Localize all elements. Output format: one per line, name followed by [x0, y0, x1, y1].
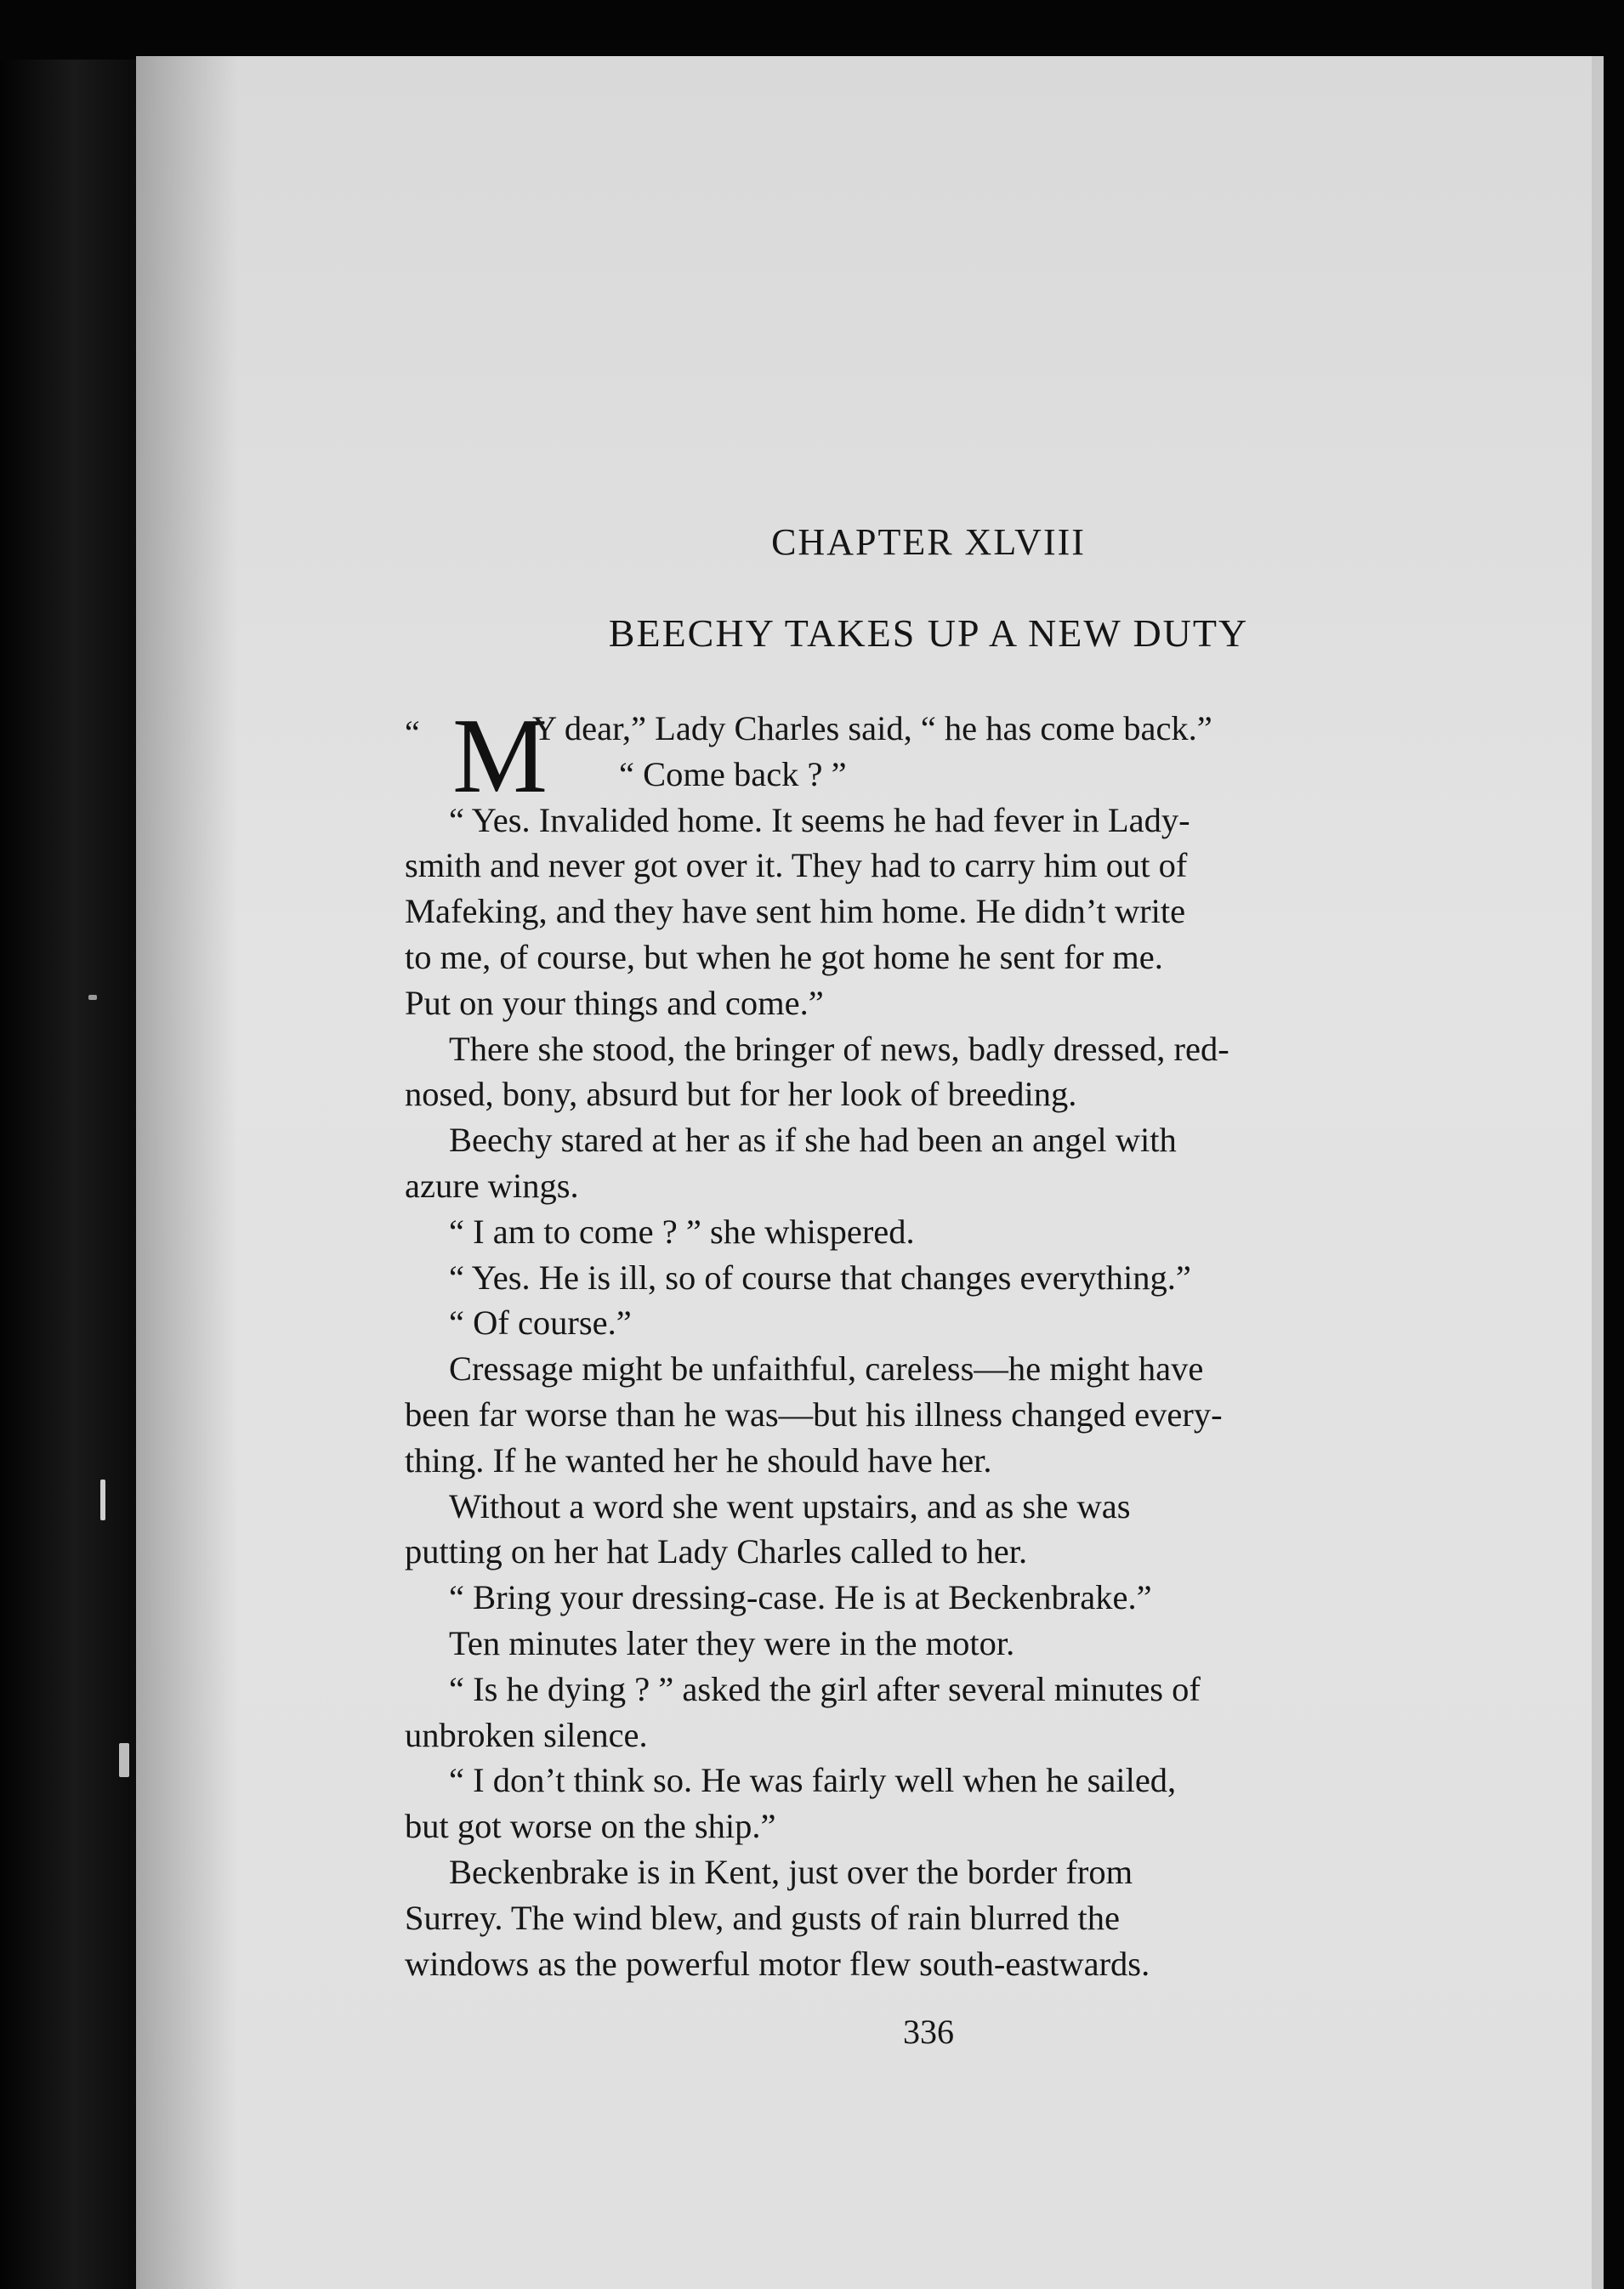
- text-line: Without a word she went upstairs, and as she was: [449, 1486, 1131, 1525]
- text-line: smith and never got over it. They had to carry him out of: [405, 846, 1188, 885]
- text-line: Y dear,” Lady Charles said, “ he has come back.”: [532, 709, 1212, 747]
- text-line: unbroken silence.: [405, 1715, 648, 1754]
- top-scan-border: [0, 0, 1624, 60]
- text-line: Beechy stared at her as if she had been an angel with: [449, 1121, 1177, 1160]
- text-line: “ Is he dying ? ” asked the girl after several minutes of: [449, 1669, 1201, 1708]
- text-line: thing. If he wanted her he should have her.: [405, 1440, 992, 1480]
- text-line: azure wings.: [405, 1166, 579, 1205]
- text-line: “ Yes. Invalided home. It seems he had fever in Lady-: [449, 800, 1190, 839]
- text-line: Ten minutes later they were in the motor.: [449, 1623, 1015, 1662]
- paper-speck: [88, 995, 97, 1000]
- text-line: Surrey. The wind blew, and gusts of rain blurred the: [405, 1898, 1120, 1937]
- text-line: “ Of course.”: [449, 1304, 632, 1343]
- book-spine-shadow: [0, 0, 136, 2289]
- text-line: Put on your things and come.”: [405, 983, 824, 1022]
- text-line: “ Bring your dressing-case. He is at Beckenbrake.”: [449, 1578, 1152, 1617]
- text-line: “ Yes. He is ill, so of course that changes everything.”: [449, 1258, 1191, 1297]
- text-line: windows as the powerful motor flew south-eastwards.: [405, 1944, 1150, 1983]
- right-scan-border: [1604, 0, 1624, 2289]
- text-line: Mafeking, and they have sent him home. He didn’t write: [405, 892, 1186, 931]
- paper-speck: [119, 1743, 129, 1777]
- text-line: nosed, bony, absurd but for her look of breeding.: [405, 1075, 1077, 1114]
- chapter-heading: CHAPTER XLVIII: [771, 521, 1086, 563]
- text-line: Cressage might be unfaithful, careless—he might have: [449, 1349, 1204, 1389]
- text-line: to me, of course, but when he got home he sent for me.: [405, 937, 1163, 976]
- page-right-edge: [1592, 56, 1604, 2289]
- paper-speck: [100, 1480, 105, 1520]
- text-line: Beckenbrake is in Kent, just over the border from: [449, 1852, 1133, 1891]
- text-line: putting on her hat Lady Charles called to her.: [405, 1532, 1028, 1571]
- gutter-shadow: [136, 56, 238, 2289]
- chapter-title: BEECHY TAKES UP A NEW DUTY: [608, 611, 1249, 655]
- drop-cap-letter: M: [452, 697, 548, 815]
- text-line: “ I don’t think so. He was fairly well when he sailed,: [449, 1761, 1177, 1800]
- text-line: There she stood, the bringer of news, badly dressed, red-: [449, 1029, 1229, 1068]
- text-line: been far worse than he was—but his illness changed every-: [405, 1394, 1223, 1434]
- page-number: 336: [903, 2013, 954, 2051]
- text-line: “ I am to come ? ” she whispered.: [449, 1212, 915, 1251]
- text-line: but got worse on the ship.”: [405, 1807, 776, 1846]
- opening-quote-mark: “: [405, 713, 420, 752]
- chapter-body-text: [405, 697, 1452, 1986]
- text-line: “ Come back ? ”: [619, 754, 847, 793]
